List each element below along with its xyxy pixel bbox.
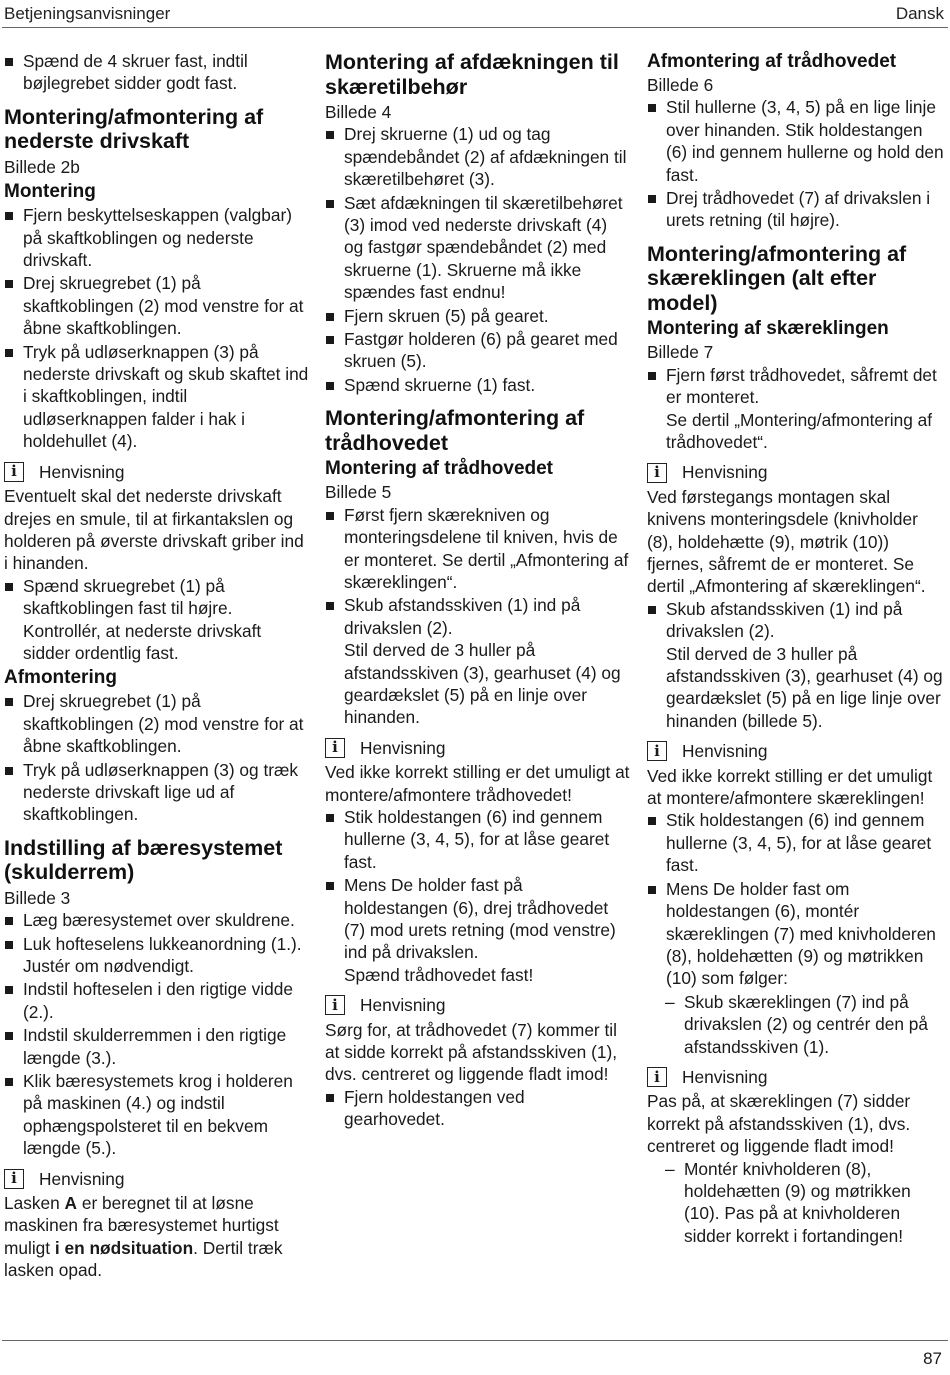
bullet-item: Indstil skulderremmen i den rigtige længde (3.). <box>4 1024 309 1069</box>
bullet-item: Stik holdestangen (6) ind gennem hullerne (3, 4, 5), for at låse gearet fast. <box>325 806 630 873</box>
note-label: Henvisning <box>360 995 446 1016</box>
note-label: Henvisning <box>682 741 768 762</box>
subsection-heading: Montering af trådhovedet <box>325 458 554 480</box>
bullet-item: Stil hullerne (3, 4, 5) på en lige linje over hinanden. Stik holdestangen (6) ind gennem hullerne og hold den fast. <box>647 96 945 186</box>
figure-reference: Billede 4 <box>325 102 392 122</box>
bullet-text: Skub afstandsskiven (1) ind på drivakslen (2). <box>344 595 581 638</box>
bullet-item: Drej trådhovedet (7) af drivakslen i urets retning (til højre). <box>647 187 945 232</box>
bullet-item: Sæt afdækningen til skæretilbehøret (3) imod ved nederste drivskaft (4) og fastgør spændebåndet (2) med skruerne (1). Skruerne må ikke spændes fast endnu! <box>325 192 630 304</box>
bullet-item: Drej skruerne (1) ud og tag spændebåndet (2) af afdækningen til skæretilbehøret (3). <box>325 123 630 190</box>
note-text: Pas på, at skæreklingen (7) sidder korrekt på afstandsskiven (1), dvs. centreret og liggende fladt imod! <box>647 1091 911 1157</box>
note-heading <box>647 461 945 483</box>
figure-reference: Billede 3 <box>4 887 71 908</box>
column-3 <box>647 50 945 1247</box>
bullet-text: Stil derved de 3 huller på afstandsskiven (3), gearhuset (4) og geardækslet (5) på en lige linje over hinanden (billede 5). <box>666 643 943 731</box>
note-emphasis: A <box>64 1193 78 1214</box>
subsection-heading: Montering af skæreklingen <box>647 318 889 340</box>
note-text: Ved ikke korrekt stilling er det umuligt at montere/afmontere skæreklingen! <box>647 765 933 809</box>
info-icon: i <box>647 463 667 483</box>
info-icon: i <box>4 1169 24 1189</box>
note-text-part: Lasken <box>4 1193 60 1214</box>
bullet-item <box>325 874 630 986</box>
note-heading <box>647 1066 945 1088</box>
note-emphasis: i en nødsituation <box>54 1237 194 1258</box>
note-text: Ved førstegangs montagen skal knivens monteringsdele (knivholder (8), holdehætte (9), møtrik (10)) fjernes, såfremt de er monteret. Se dertil „Afmontering af skæreklingen“. <box>647 486 926 597</box>
figure-reference: Billede 7 <box>647 342 714 363</box>
section-heading: Indstilling af bæresystemet (skulderrem) <box>4 835 283 885</box>
footer-rule <box>2 1340 948 1341</box>
info-icon: i <box>4 462 24 482</box>
bullet-item: Indstil hofteselen i den rigtige vidde (2.). <box>4 978 309 1023</box>
bullet-text: Fjern først trådhovedet, såfremt det er monteret. <box>666 364 937 408</box>
subsection-heading: Montering <box>4 181 96 203</box>
running-header-title: Betjeningsanvisninger <box>4 4 171 23</box>
figure-reference: Billede 2b <box>4 156 80 177</box>
bullet-text: Mens De holder fast på holdestangen (6), drej trådhovedet (7) mod urets retning (mod venstre) ind på drivakslen. <box>344 875 616 963</box>
info-icon: i <box>325 738 345 758</box>
bullet-item: Tryk på udløserknappen (3) på nederste drivskaft og skub skaftet ind i skaftkoblingen, indtil udløserknappen falder i hak i holdehullet (4). <box>4 341 309 453</box>
bullet-item: Fjern beskyttelseskappen (valgbar) på skaftkoblingen og nederste drivskaft. <box>4 204 309 271</box>
note-label: Henvisning <box>39 461 125 482</box>
info-icon: i <box>647 741 667 761</box>
subsection-heading: Afmontering af trådhovedet <box>647 51 897 72</box>
note-text-part: er beregnet til at løsne maskinen fra bæresystemet hurtigst muligt <box>4 1193 279 1258</box>
bullet-item: Fastgør holderen (6) på gearet med skruen (5). <box>325 328 630 373</box>
note-heading <box>4 1168 309 1190</box>
bullet-item: Luk hofteselens lukkeanordning (1.). Justér om nødvendigt. <box>4 933 309 978</box>
bullet-item: Spænd skruerne (1) fast. <box>325 374 630 396</box>
note-label: Henvisning <box>39 1168 125 1189</box>
column-2 <box>325 50 630 1132</box>
bullet-item: Tryk på udløserknappen (3) og træk nederste drivskaft lige ud af skaftkoblingen. <box>4 759 309 826</box>
note-heading <box>4 461 309 483</box>
bullet-item: Spænd de 4 skruer fast, indtil bøjlegrebet sidder godt fast. <box>4 50 309 95</box>
bullet-text: Skub afstandsskiven (1) ind på drivakslen (2). <box>666 598 903 642</box>
dash-item: – Skub skæreklingen (7) ind på drivakslen (2) og centrér den på afstandsskiven (1). <box>647 991 945 1058</box>
subsection-heading: Afmontering <box>4 667 117 689</box>
dash-item: – Montér knivholderen (8), holdehætten (9) og møtrikken (10). Pas på at knivholderen sidder korrekt i fortandingen! <box>647 1158 945 1248</box>
bullet-item: Fjern holdestangen ved gearhovedet. <box>325 1086 630 1131</box>
note-text <box>4 1192 309 1282</box>
bullet-text: Spænd trådhovedet fast! <box>344 964 534 985</box>
note-text: Ved ikke korrekt stilling er det umuligt at montere/afmontere trådhovedet! <box>325 762 630 805</box>
info-icon: i <box>325 995 345 1015</box>
section-heading: Montering/afmontering af trådhovedet <box>325 406 585 455</box>
section-heading: Montering af afdækningen til skæretilbehør <box>325 50 619 99</box>
figure-reference: Billede 5 <box>325 482 392 503</box>
bullet-item <box>325 594 630 728</box>
bullet-item: Læg bæresystemet over skuldrene. <box>4 909 309 931</box>
section-heading: Montering/afmontering af nederste drivskaft <box>4 104 264 154</box>
bullet-item: Stik holdestangen (6) ind gennem hullerne (3, 4, 5), for at låse gearet fast. <box>647 809 945 876</box>
column-1 <box>4 50 309 1282</box>
bullet-item: Drej skruegrebet (1) på skaftkoblingen (2) mod venstre for at åbne skaftkoblingen. <box>4 272 309 339</box>
note-label: Henvisning <box>682 1066 768 1087</box>
bullet-item: Drej skruegrebet (1) på skaftkoblingen (2) mod venstre for at åbne skaftkoblingen. <box>4 690 309 757</box>
running-header-language: Dansk <box>895 4 944 23</box>
bullet-item: Klik bæresystemets krog i holderen på maskinen (4.) og indstil ophængspolsteret til en bekvem længde (5.). <box>4 1070 309 1160</box>
page-number: 87 <box>923 1349 942 1368</box>
note-heading <box>325 737 630 759</box>
bullet-item: Mens De holder fast om holdestangen (6), montér skæreklingen (7) med knivholderen (8), holdehætten (9) og møtrikken (10) som følger: <box>647 878 945 990</box>
bullet-text: Stil derved de 3 huller på afstandsskiven (3), gearhuset (4) og geardækslet (5) på en linje over hinanden. <box>344 640 621 728</box>
note-heading <box>647 740 945 762</box>
section-heading: Montering/afmontering af skæreklingen (alt efter model) <box>647 241 907 315</box>
note-text: Sørg for, at trådhovedet (7) kommer til at sidde korrekt på afstandsskiven (1), dvs. centreret og liggende fladt imod! <box>325 1019 618 1085</box>
info-icon: i <box>647 1067 667 1087</box>
note-text-part: . Dertil træk lasken opad. <box>4 1237 283 1281</box>
header-rule <box>2 27 948 28</box>
bullet-item: Fjern skruen (5) på gearet. <box>325 305 630 327</box>
bullet-item <box>647 598 945 732</box>
bullet-item <box>647 364 945 454</box>
note-heading <box>325 994 630 1016</box>
bullet-item: Først fjern skærekniven og monteringsdelene til kniven, hvis de er monteret. Se dertil „Afmontering af skæreklingen“. <box>325 504 630 594</box>
bullet-item: Spænd skruegrebet (1) på skaftkoblingen fast til højre. Kontrollér, at nederste drivskaft sidder ordentlig fast. <box>4 575 309 665</box>
note-label: Henvisning <box>682 462 768 483</box>
figure-reference: Billede 6 <box>647 75 714 95</box>
bullet-text: Se dertil „Montering/afmontering af trådhovedet“. <box>666 409 933 452</box>
note-text: Eventuelt skal det nederste drivskaft drejes en smule, til at firkantakslen og holderen på øverste drivskaft griber ind i hinanden. <box>4 486 304 574</box>
note-label: Henvisning <box>360 737 446 758</box>
